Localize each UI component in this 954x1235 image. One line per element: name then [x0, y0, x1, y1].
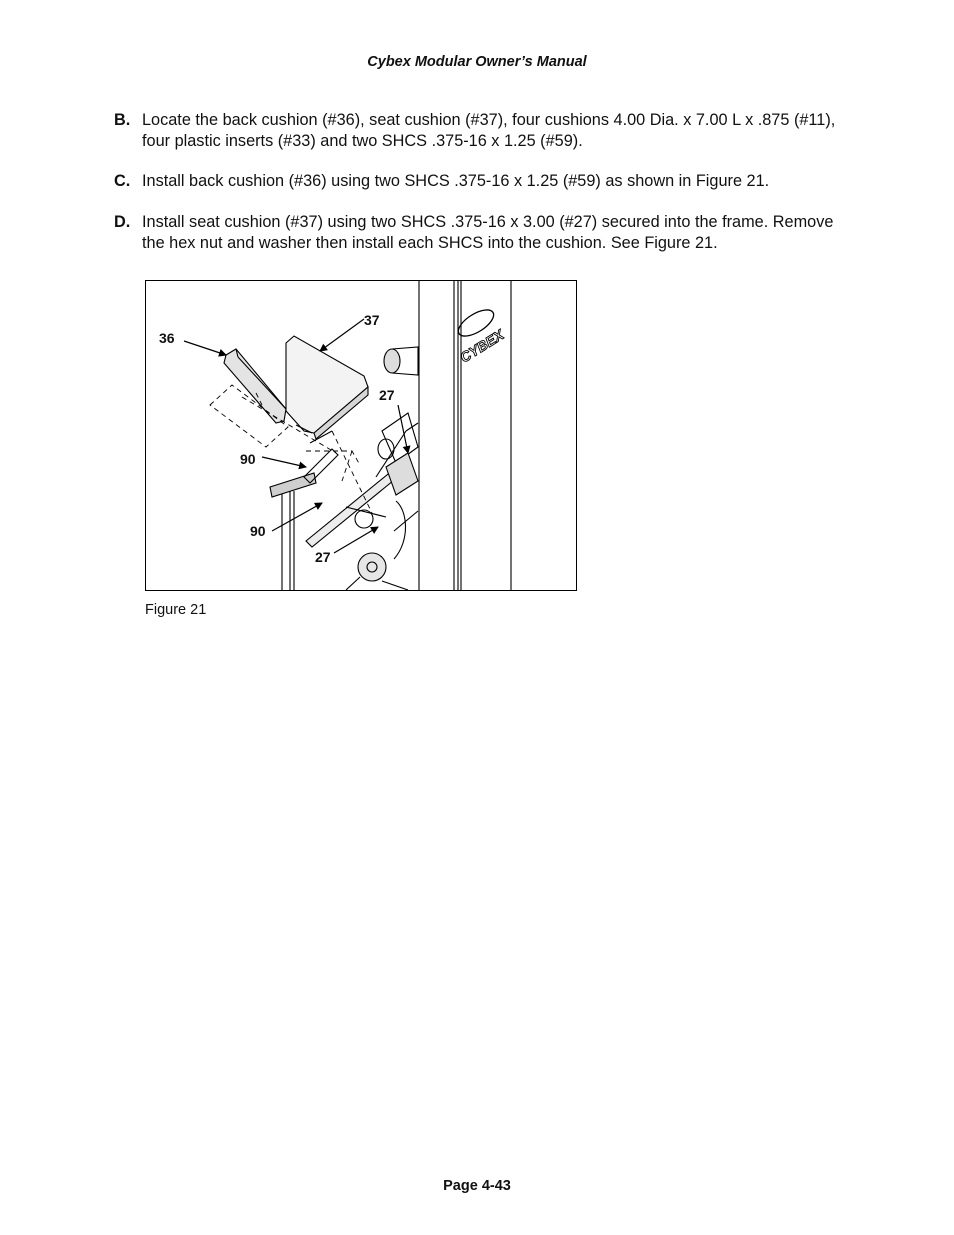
step-letter: B. [114, 111, 131, 129]
step-text: Locate the back cushion (#36), seat cushion (#37), four cushions 4.00 Dia. x 7.00 L x .875 (#11), four plastic inserts (#33) and two SHCS .375-16 x 1.25 (#59). [142, 111, 836, 150]
step-d [114, 212, 844, 254]
page-header: Cybex Modular Owner’s Manual [367, 54, 587, 70]
cushion-assembly-drawing [146, 281, 576, 590]
step-b [114, 110, 844, 152]
page-number: Page 4-43 [443, 1178, 511, 1194]
callout-90-lower: 90 [250, 523, 266, 539]
callout-37: 37 [364, 312, 380, 328]
callout-90-upper: 90 [240, 451, 256, 467]
step-text: Install back cushion (#36) using two SHCS .375-16 x 1.25 (#59) as shown in Figure 21. [142, 172, 770, 190]
step-c [114, 171, 844, 192]
callout-27-lower: 27 [315, 549, 331, 565]
callout-36: 36 [159, 330, 175, 346]
figure-21-illustration [145, 280, 577, 591]
cybex-logo [454, 305, 508, 366]
figure-caption: Figure 21 [145, 602, 207, 618]
step-letter: D. [114, 213, 131, 231]
callout-27-upper: 27 [379, 387, 395, 403]
step-text: Install seat cushion (#37) using two SHCS .375-16 x 3.00 (#27) secured into the frame. Remove the hex nut and washer then install each SHCS into the cushion. See Figure 21. [142, 213, 834, 252]
svg-text:CYBEX: CYBEX [457, 326, 507, 366]
step-letter: C. [114, 172, 131, 190]
